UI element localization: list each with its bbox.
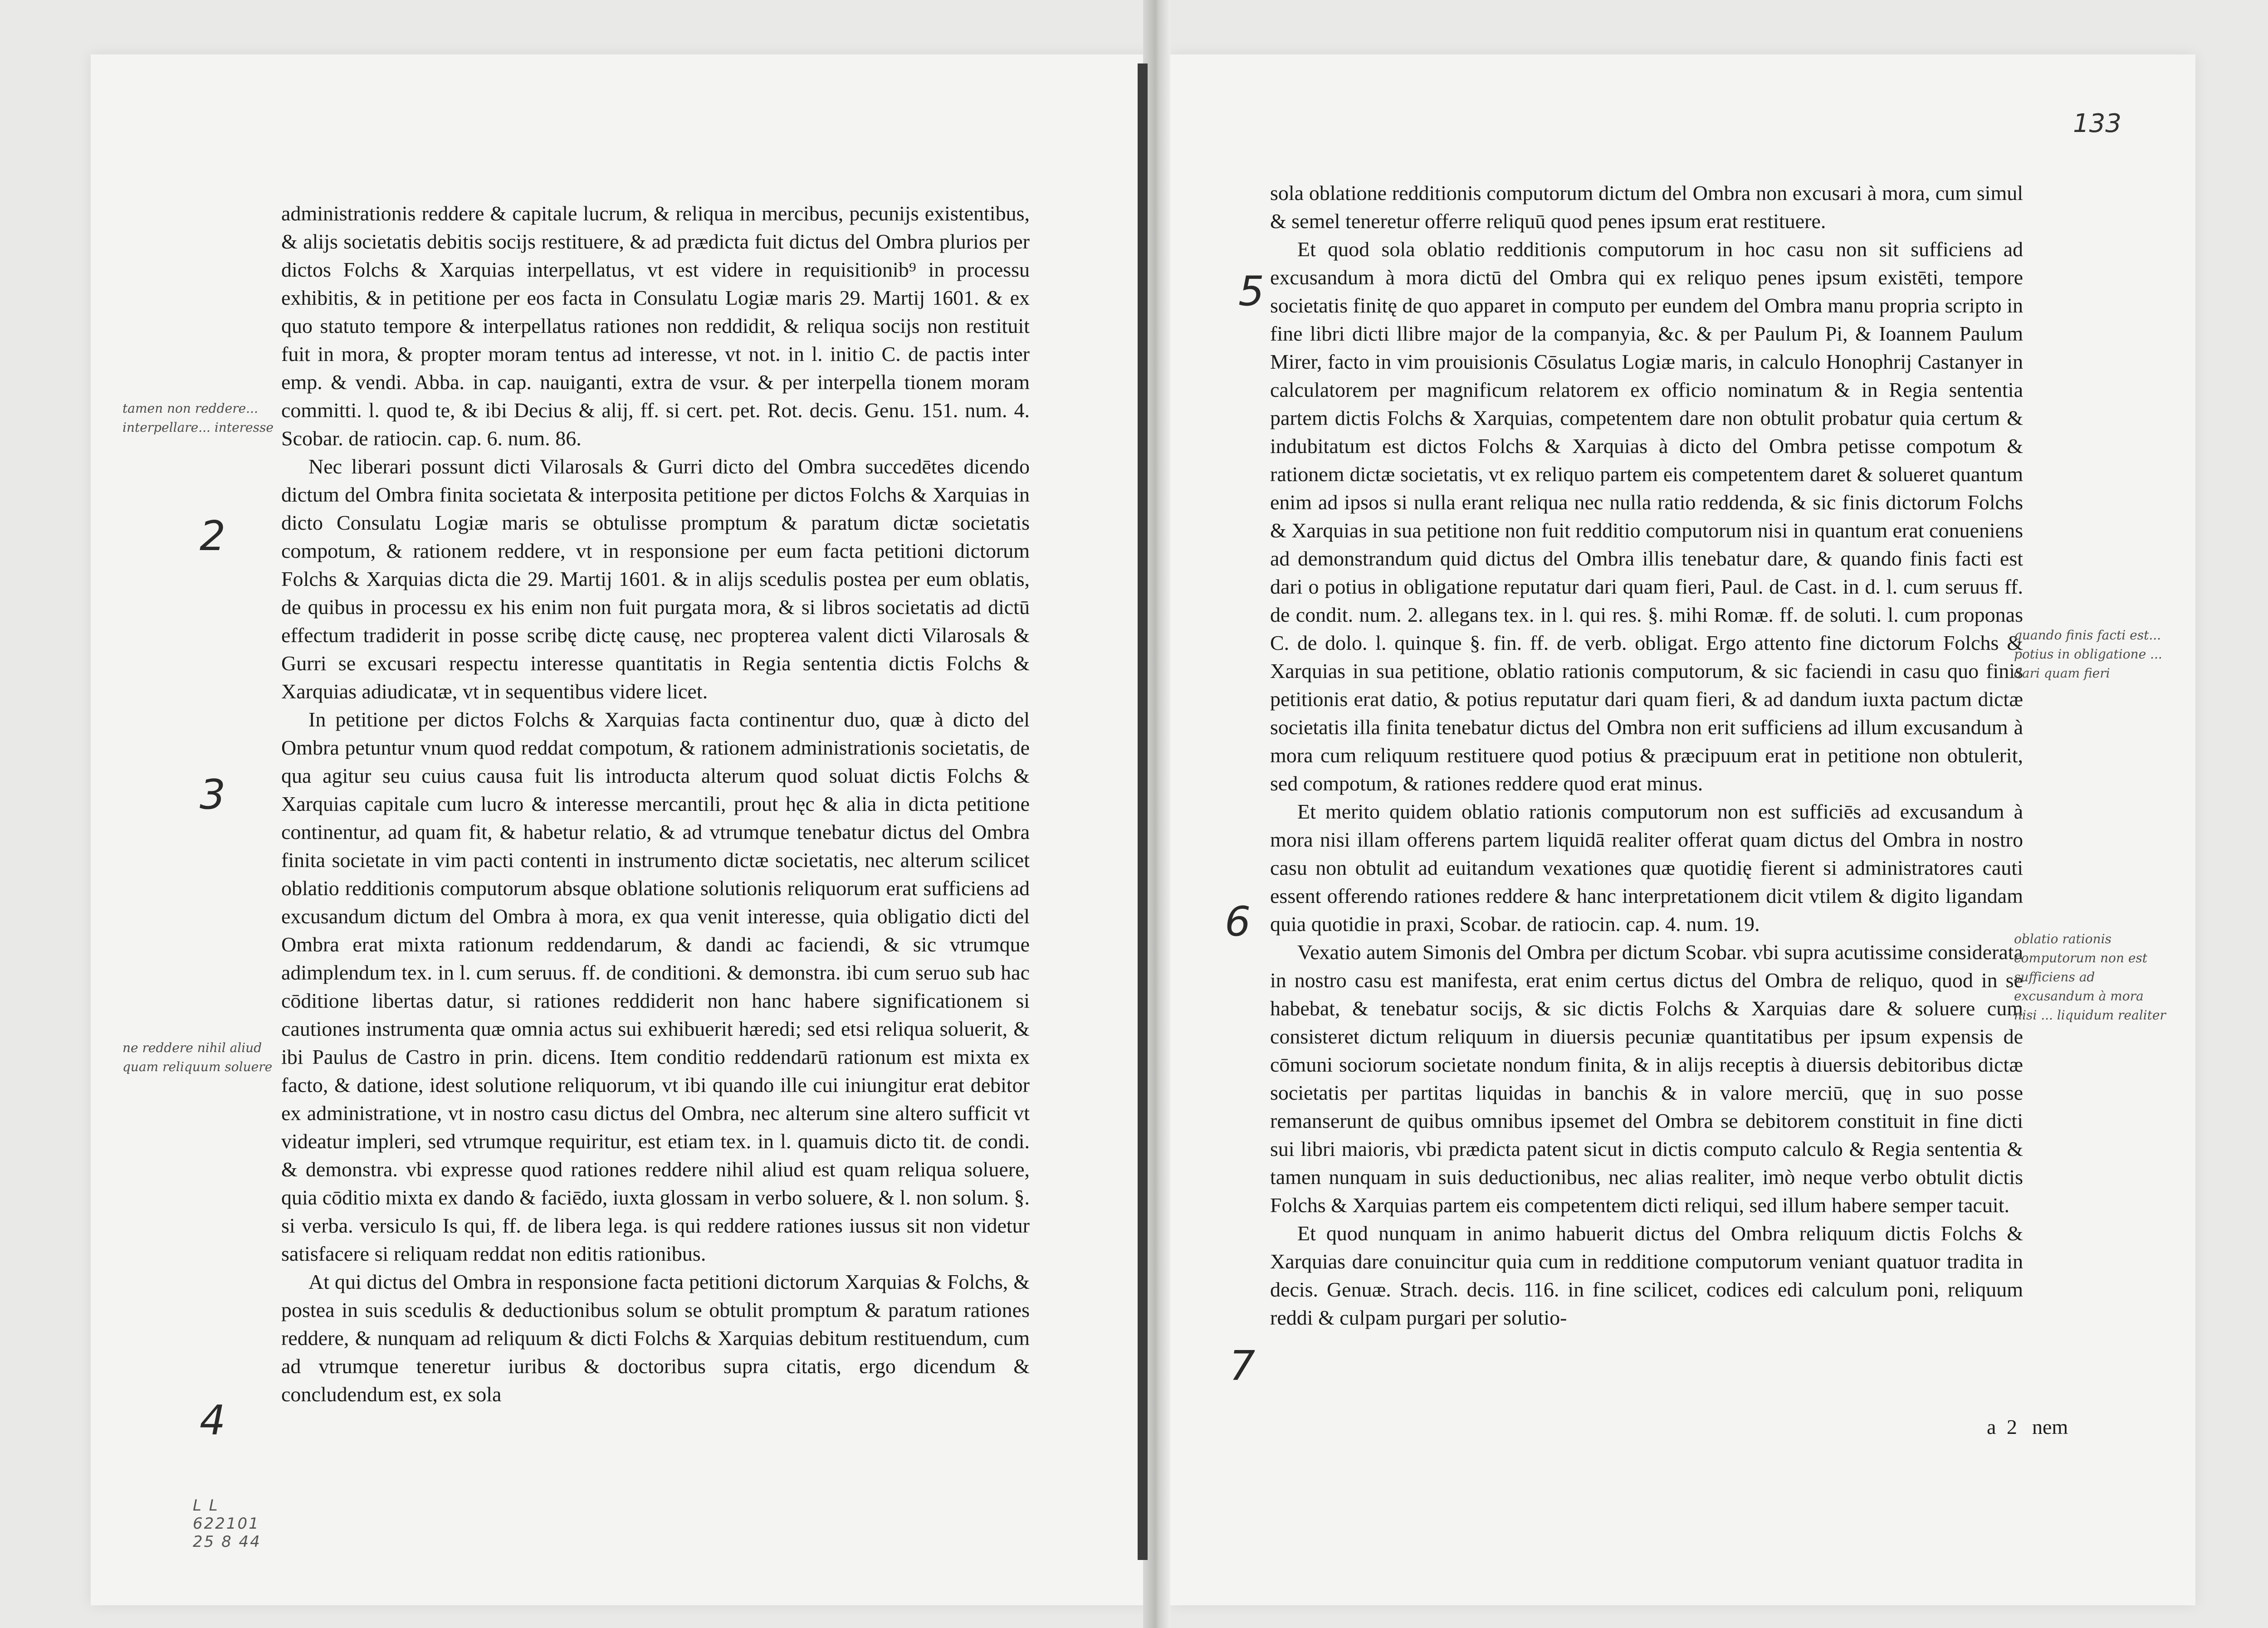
binding-shadow [1138, 63, 1148, 1560]
right-page-text [1270, 179, 2023, 1332]
paragraph: In petitione per dictos Folchs & Xarquias facta continentur duo, quæ à dicto del Ombra petuntur vnum quod reddat compotum, & rationem administrationis societatis, de qua agitur seu cuius causa fuit lis introducta alterum quod soluat dictis Folchs & Xarquias capitale cum lucro & interesse mercantili, prout hęc & alia in dicta petitione continentur, ad quam fit, & habetur relatio, & ad vtrumque tenebatur dictus del Ombra finita societate in vim pacti contenti in instrumento dictæ societatis, nec alterum scilicet oblatio redditionis computorum absque oblatione solutionis reliquorum erat sufficiens ad excusandum dictum del Ombra à mora, ex qua venit interesse, quia obligatio dicti del Ombra erat mixta rationum reddendarum, & dandi ac faciendi, & sic vtrumque adimplendum tex. in l. cum seruus. ff. de conditioni. & demonstra. ibi cum seruo sub hac cōditione libertas datur, si rationes reddiderit non hanc habere significationem si cautiones instrumenta quæ omnia actus sui exhibuerit hæredi; sed etsi reliqua soluerit, & ibi Paulus de Castro in prin. dicens. Item conditio reddendarū rationum est mixta ex facto, & datione, idest solutione reliquorum, vt ibi quando ille cui iniungitur erat debitor ex administratione, vt in nostro casu dictus del Ombra, nec alterum sine altero sufficit vt videatur impleri, sed vtrumque requiritur, est etiam tex. in l. quamuis dicto tit. de condi. & demonstra. vbi expresse quod rationes reddere nihil aliud est quam reliqua soluere, quia cōditio mixta ex dando & faciēdo, iuxta glossam in verbo soluere, & l. non solum. §. si verba. versiculo Is qui, ff. de libera lega. is qui reddere rationes iussus sit non videtur satisfacere si reliquam reddat non editis rationibus. [281, 708, 1030, 1265]
paragraph: Vexatio autem Simonis del Ombra per dictum Scobar. vbi supra acutissime considerata in nostro casu est manifesta, erat enim certus dictus del Ombra de reliquo, quod in se habebat, & tenebatur socijs, & sic dictis Folchs & Xarquias dare & soluere cum consisteret dictum reliquum in diuersis pecuniæ quantitatibus per ipsum expensis de cōmuni sociorum societate nondum finita, & in alijs receptis à diuersis debitoribus dictæ societatis per partitas liquidas in banchis & in valore merciū, quę in suo posse remanserunt de quibus omnibus ipsemet del Ombra se debitorem constituit in fine dicti sui libri maioris, vbi prædicta patent sicut in dictis computo calculo & Regia sententia & tamen nunquam in suis deductionibus, nec alias realiter, imò neque verbo obtulit dictis Folchs & Xarquias partem eis competentem dicti reliqui, sed illum habere semper tacuit. [1270, 941, 2023, 1217]
marginal-note: tamen non reddere... interpellare... interesse [122, 401, 274, 435]
margin-number: 6 [1225, 898, 1251, 946]
paragraph: Et merito quidem oblatio rationis computorum non est sufficiēs ad excusandum à mora nisi illam offerens partem liquidā realiter offerat quam dictus del Ombra in nostro casu non obtulit ad euitandum vexationes quæ quotidię fierent si administratores cauti essent offerendo rationes reddere & hanc interpretationem dicit vtilem & digito ligandam quia quotidie in praxi, Scobar. de ratiocin. cap. 4. num. 19. [1270, 800, 2023, 936]
paragraph: Et quod sola oblatio redditionis computorum in hoc casu non sit sufficiens ad excusandum à mora dictū del Ombra qui ex reliquo penes ipsum existēti, tempore societatis finitę de quo apparet in computo per eundem del Ombra manu propria scripto in fine libri dicti llibre major de la companyia, &c. & per Paulum Pi, & Ioannem Paulum Mirer, facto in vim prouisionis Cōsulatus Logiæ maris, in calculo Honophrij Castanyer in calculatorem per magnificum relatorem ex officio nominatum & in Regia sententia partem dictis Folchs & Xarquias, competentem dare non obtulit probatur quia certum & indubitatum est dictos Folchs & Xarquias à dicto del Ombra petisse compotum & rationem dictæ societatis, vt ex reliquo partem eis competentem daret & solueret quantum enim ad ipsos si nulla erant reliqua nec nulla ratio reddenda, & sic finis dictorum Folchs & Xarquias in sua petitione non fuit redditio computorum nisi in quantum erat conueniens ad demonstrandum quid dictus del Ombra illis tenebatur dare, & quando finis facti est dari o potius in obligatione reputatur dari quam fieri, Paul. de Cast. in d. l. cum seruus ff. de condit. num. 2. allegans tex. in l. qui res. §. mihi Romæ. ff. de soluti. l. cum proponas C. de dolo. l. quinque §. fin. ff. de verb. obligat. Ergo attento fine dictorum Folchs & Xarquias in sua petitione, oblatio rationis computorum, & sic faciendi in casu quo finis petitionis erat datio, & potius reputatur dari quam fieri, & ad dandum iuxta pactum dictæ societatis illa finita tenebatur dictus del Ombra non erit sufficiens ad illum excusandum à mora cum reliquum restituere quod potius & præcipuum erat in petitione non obtulerit, sed compotum, & rationes reddere quod erat minus. [1270, 238, 2023, 795]
margin-number: 2 [200, 512, 226, 560]
margin-number: 7 [1229, 1342, 1256, 1390]
paragraph: At qui dictus del Ombra in responsione facta petitioni dictorum Xarquias & Folchs, & postea in suis scedulis & deductionibus solum se obtulit promptum & paratum rationes reddere, & nunquam ad reliquum & dicti Folchs & Xarquias debitum restituendum, cum ad vtrumque teneretur iuribus & doctoribus supra citatis, ergo dicendum & concludendum est, ex sola [281, 1270, 1030, 1406]
paragraph: administrationis reddere & capitale lucrum, & reliqua in mercibus, pecunijs existentibus, & alijs societatis debitis socijs restituere, & ad prædicta fuit dictus del Ombra plurios per dictos Folchs & Xarquias interpellatus, vt est videre in requisitionib⁹ in processu exhibitis, & in petitione per eos facta in Consulatu Logiæ maris 29. Martij 1601. & ex quo statuto tempore & interpellatus rationes non reddidit, & reliqua socijs non restituit fuit in mora, & propter moram tentus ad interesse, vt not. in l. initio C. de pactis inter emp. & vendi. Abba. in cap. nauiganti, extra de vsur. & per interpella tionem moram committi. l. quod te, & ibi Decius & alij, ff. si cert. pet. Rot. decis. Genu. 151. num. 4. Scobar. de ratiocin. cap. 6. num. 86. [281, 202, 1030, 450]
page-number: 133 [2073, 109, 2121, 138]
marginal-note: quando finis facti est... potius in obligatione ... dari quam fieri [2014, 628, 2162, 681]
margin-number: 4 [200, 1397, 226, 1444]
marginal-note: ne reddere nihil aliud quam reliquum soluere [122, 1040, 273, 1074]
margin-number: 3 [200, 771, 226, 819]
paragraph: sola oblatione redditionis computorum dictum del Ombra non excusari à mora, cum simul & semel teneretur offerre reliquū quod penes ipsum erat restituere. [1270, 181, 2023, 233]
signature-mark: a 2 [1987, 1415, 2020, 1438]
shelfmark-line: L L [193, 1496, 219, 1515]
left-page-text [281, 200, 1030, 1409]
shelfmark-line: 25 8 44 [193, 1533, 261, 1551]
shelfmark-line: 622101 [193, 1515, 260, 1533]
paragraph: Et quod nunquam in animo habuerit dictus del Ombra reliquum dictis Folchs & Xarquias dare conuincitur quia cum in redditione computorum veniant quatuor tradita in decis. Genuæ. Strach. decis. 116. in fine scilicet, codices edi calculum poni, reliquum reddi & culpam purgari per solutio- [1270, 1222, 2023, 1329]
paragraph: Nec liberari possunt dicti Vilarosals & Gurri dicto del Ombra succedētes dicendo dictum del Ombra finita societata & interposita petitione per dictos Folchs & Xarquias in dicto Consulatu Logiæ maris se obtulisse promptum & paratum dictæ societatis compotum, & rationem reddere, vt in responsione per eum facta petitioni dictorum Folchs & Xarquias dicta die 29. Martij 1601. & in alijs scedulis postea per eum oblatis, de quibus in processu ex his enim non fuit purgata mora, & si libros societatis ad dictū effectum tradiderit in posse scribę dictę causę, nec propterea valent dicti Vilarosals & Gurri se excusari respectu interesse quantitatis in Regia sententia dictis Folchs & Xarquias adiudicatæ, vt in sequentibus videre licet. [281, 455, 1030, 703]
margin-number: 5 [1238, 268, 1265, 315]
catchword: nem [2032, 1415, 2068, 1438]
marginal-note: oblatio rationis computorum non est sufficiens ad excusandum à mora nisi ... liquidum realiter [2014, 931, 2166, 1023]
shelfmark [193, 1496, 261, 1551]
